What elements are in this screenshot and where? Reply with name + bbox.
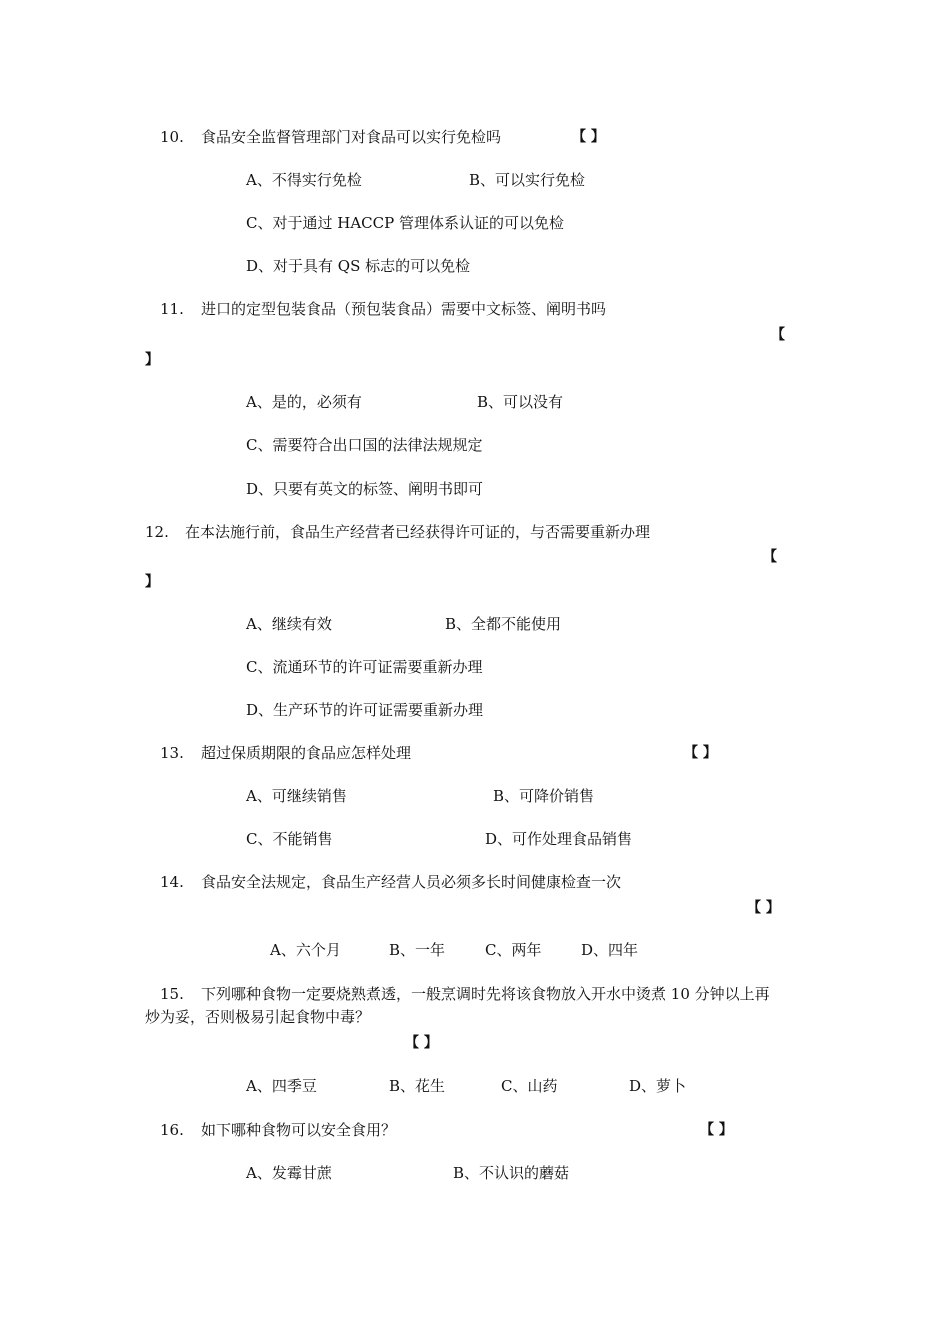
question-11-option-a: A、是的，必须有 (246, 393, 362, 411)
question-14-option-d: D、四年 (581, 941, 639, 959)
question-13-option-d: D、可作处理食品销售 (485, 830, 633, 848)
question-15-text-line1: 下列哪种食物一定要烧熟煮透，一般烹调时先将该食物放入开水中烫煮 10 分钟以上再 (201, 985, 770, 1003)
question-16-answer-bracket: 【 】 (700, 1122, 733, 1138)
question-12-option-a: A、继续有效 (246, 615, 332, 633)
question-14-answer-bracket: 【 】 (747, 900, 780, 916)
question-15-number: 15. (160, 985, 184, 1003)
question-15-option-b: B、花生 (389, 1077, 446, 1095)
question-13-text: 超过保质期限的食品应怎样处理 (201, 744, 412, 762)
question-14-text: 食品安全法规定，食品生产经营人员必须多长时间健康检查一次 (201, 873, 622, 891)
question-11-bracket-open: 【 (771, 327, 785, 343)
question-13-option-b: B、可降价销售 (493, 787, 595, 805)
question-10-option-d: D、对于具有 QS 标志的可以免检 (246, 257, 471, 275)
question-15-option-d: D、萝卜 (629, 1077, 687, 1095)
question-10-text: 食品安全监督管理部门对食品可以实行免检吗 (201, 128, 502, 146)
question-16-number: 16. (160, 1121, 184, 1139)
question-11-bracket-close: 】 (145, 352, 159, 368)
question-12-option-d: D、生产环节的许可证需要重新办理 (246, 701, 484, 719)
question-16-option-b: B、不认识的蘑菇 (453, 1164, 570, 1182)
question-15-answer-bracket: 【 】 (405, 1035, 438, 1051)
question-11-text: 进口的定型包装食品（预包装食品）需要中文标签、阐明书吗 (201, 300, 607, 318)
question-16-option-a: A、发霉甘蔗 (246, 1164, 332, 1182)
question-14-number: 14. (160, 873, 184, 891)
question-10-answer-bracket: 【 】 (572, 129, 605, 145)
question-14-option-c: C、两年 (485, 941, 542, 959)
question-10-option-a: A、不得实行免检 (246, 171, 362, 189)
question-15-text-line2: 炒为妥，否则极易引起食物中毒？ (145, 1008, 371, 1026)
question-16-text: 如下哪种食物可以安全食用？ (201, 1121, 397, 1139)
question-10-option-b: B、可以实行免检 (469, 171, 586, 189)
question-13-option-c: C、不能销售 (246, 830, 333, 848)
question-13-answer-bracket: 【 】 (684, 745, 717, 761)
question-13-number: 13. (160, 744, 184, 762)
question-10-number: 10. (160, 128, 184, 146)
question-11-option-d: D、只要有英文的标签、阐明书即可 (246, 480, 484, 498)
question-15-option-a: A、四季豆 (246, 1077, 317, 1095)
question-10-option-c: C、对于通过 HACCP 管理体系认证的可以免检 (246, 214, 564, 232)
question-12-number: 12. (145, 523, 169, 541)
question-11-number: 11. (160, 300, 184, 318)
question-15-option-c: C、山药 (501, 1077, 558, 1095)
question-14-option-a: A、六个月 (270, 941, 341, 959)
question-11-option-c: C、需要符合出口国的法律法规规定 (246, 436, 483, 454)
question-14-option-b: B、一年 (389, 941, 446, 959)
question-13-option-a: A、可继续销售 (246, 787, 347, 805)
question-11-option-b: B、可以没有 (477, 393, 564, 411)
question-12-bracket-open: 【 (763, 549, 777, 565)
question-12-option-c: C、流通环节的许可证需要重新办理 (246, 658, 483, 676)
question-12-bracket-close: 】 (145, 574, 159, 590)
question-12-text: 在本法施行前，食品生产经营者已经获得许可证的，与否需要重新办理 (185, 523, 651, 541)
question-12-option-b: B、全都不能使用 (445, 615, 562, 633)
